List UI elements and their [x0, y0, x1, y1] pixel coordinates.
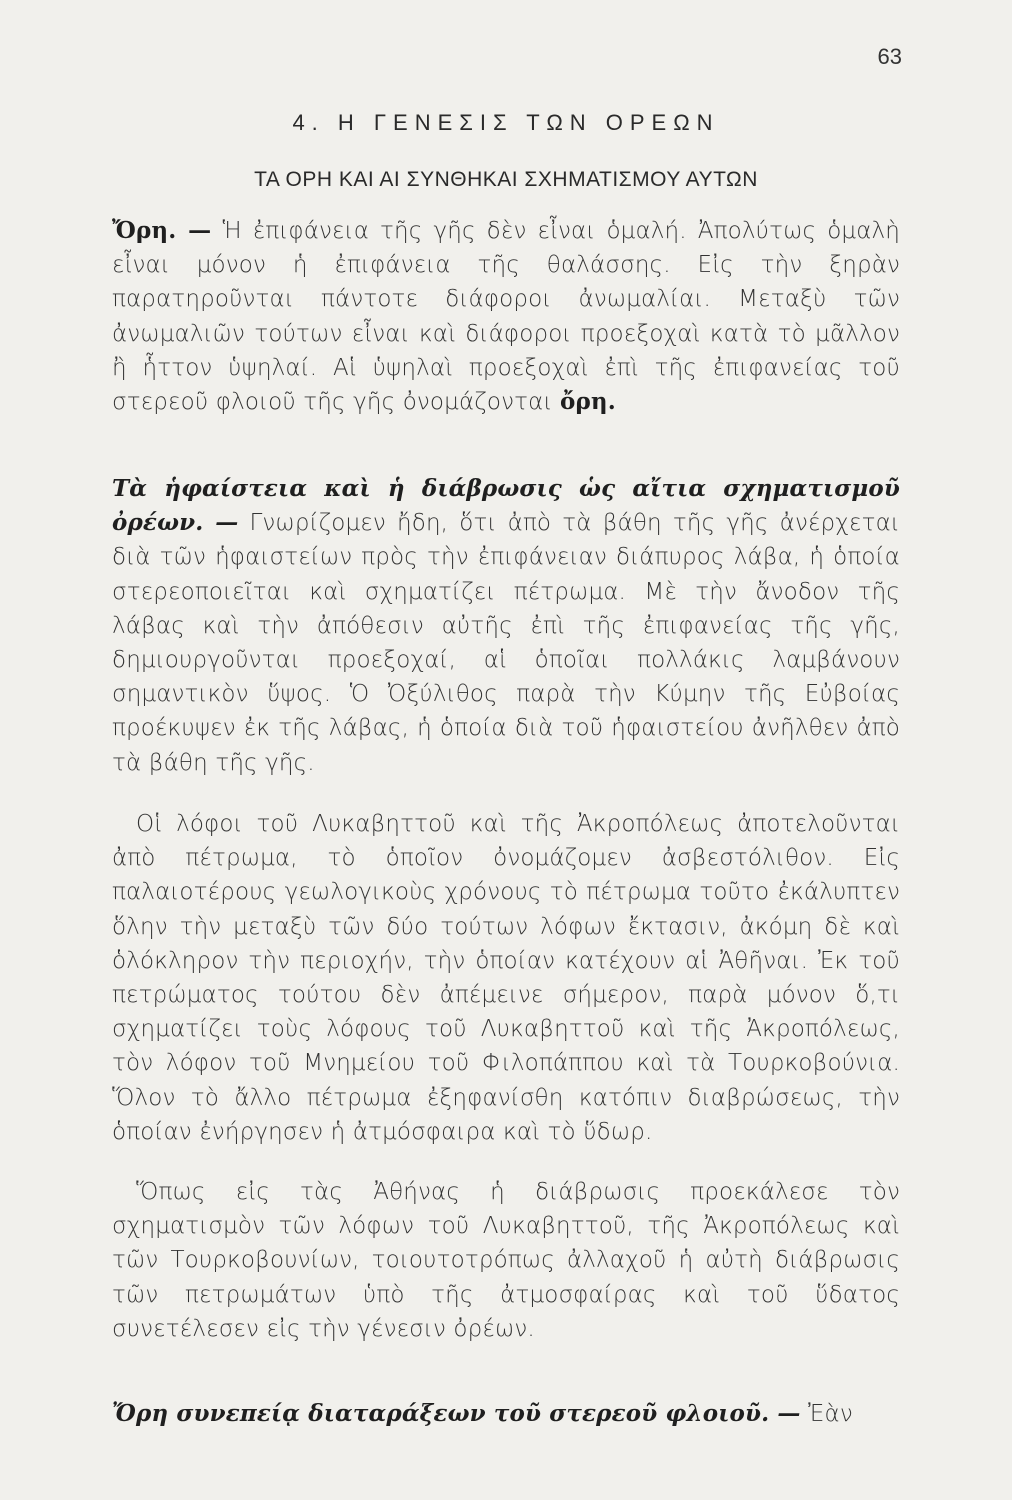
paragraph-text: Ὅπως εἰς τὰς Ἀθήνας ἡ διάβρωσις προεκάλεσε τὸν σχηματισμὸν τῶν λόφων τοῦ Λυκαβηττοῦ, τῆς Ἀκροπόλεως καὶ τῶν Τουρκοβουνίων, τοιουτοτρόπως ἀλλαχοῦ ἡ αὐτὴ διάβρωσις τῶν πετρωμάτων ὑπὸ τῆς ἀτμοσφαίρας καὶ τοῦ ὕδατος συνετέλεσεν εἰς τὴν γένεσιν ὀρέων. [112, 1179, 900, 1342]
paragraph-lead-mountains: Ὄρη. — [112, 217, 212, 244]
paragraph-volcanoes-erosion [112, 472, 900, 780]
page-number: 63 [877, 44, 902, 69]
emphasized-term: ὄρη. [559, 388, 616, 416]
paragraph-crust-disturbances [112, 1397, 900, 1431]
paragraph-mountains [112, 214, 900, 419]
section-subtitle: ΤΑ ΟΡΗ ΚΑΙ ΑΙ ΣΥΝΘΗΚΑΙ ΣΧΗΜΑΤΙΣΜΟΥ ΑΥΤΩΝ [254, 168, 758, 191]
paragraph-text: Ἐὰν [800, 1401, 853, 1427]
paragraph-text: Γνωρίζομεν ἤδη, ὅτι ἀπὸ τὰ βάθη τῆς γῆς ἀνέρχεται διὰ τῶν ἡφαιστείων πρὸς τὴν ἐπιφάνειαν διάπυρος λάβα, ἡ ὁποία στερεοποιεῖται καὶ σχηματίζει πέτρωμα. Μὲ τὴν ἄνοδον τῆς λάβας καὶ τὴν ἀπόθεσιν αὐτῆς ἐπὶ τῆς ἐπιφανείας τῆς γῆς, δημιουργοῦνται προεξοχαί, αἱ ὁποῖαι πολλάκις λαμβάνουν σημαντικὸν ὕψος. Ὁ Ὀξύλιθος παρὰ τὴν Κύμην τῆς Εὐβοίας προέκυψεν ἐκ τῆς λάβας, ἡ ὁποία διὰ τοῦ ἡφαιστείου ἀνῆλθεν ἀπὸ τὰ βάθη τῆς γῆς. [112, 510, 900, 776]
paragraph-lead-crust: Ὄρη συνεπείᾳ διαταράξεων τοῦ στερεοῦ φλοιοῦ. — [112, 1400, 801, 1427]
paragraph-athens-hills [112, 807, 900, 1149]
chapter-title: 4. Η ΓΕΝΕΣΙΣ ΤΩΝ ΟΡΕΩΝ [292, 110, 720, 135]
paragraph-text: Ἡ ἐπιφάνεια τῆς γῆς δὲν εἶναι ὁμαλή. Ἀπολύτως ὁμαλὴ εἶναι μόνον ἡ ἐπιφάνεια τῆς θαλάσσης. Εἰς τὴν ξηρὰν παρατηροῦνται πάντοτε διάφοροι ἀνωμαλίαι. Μεταξὺ τῶν ἀνωμαλιῶν τούτων εἶναι καὶ διάφοροι προεξοχαὶ κατὰ τὸ μᾶλλον ἢ ἧττον ὑψηλαί. Αἱ ὑψηλαὶ προεξοχαὶ ἐπὶ τῆς ἐπιφανείας τοῦ στερεοῦ φλοιοῦ τῆς γῆς ὀνομάζονται [112, 218, 901, 416]
paragraph-lead-volcanoes: Τὰ ἡφαίστεια καὶ ἡ διάβρωσις ὡς αἴτια σχηματισμοῦ ὀρέων. — [112, 475, 900, 537]
paragraph-text: Οἱ λόφοι τοῦ Λυκαβηττοῦ καὶ τῆς Ἀκροπόλεως ἀποτελοῦνται ἀπὸ πέτρωμα, τὸ ὁποῖον ὀνομάζομεν ἀσβεστόλιθον. Εἰς παλαιοτέρους γεωλογικοὺς χρόνους τὸ πέτρωμα τοῦτο ἐκάλυπτεν ὅλην τὴν μεταξὺ τῶν δύο τούτων λόφων ἔκτασιν, ἀκόμη δὲ καὶ ὁλόκληρον τὴν περιοχήν, τὴν ὁποίαν κατέχουν αἱ Ἀθῆναι. Ἐκ τοῦ πετρώματος τούτου δὲν ἀπέμεινε σήμερον, παρὰ μόνον ὅ,τι σχηματίζει τοὺς λόφους τοῦ Λυκαβηττοῦ καὶ τῆς Ἀκροπόλεως, τὸν λόφον τοῦ Μνημείου τοῦ Φιλοπάππου καὶ τὰ Τουρκοβούνια. Ὅλον τὸ ἄλλο πέτρωμα ἐξηφανίσθη κατόπιν διαβρώσεως, τὴν ὁποίαν ἐνήργησεν ἡ ἀτμόσφαιρα καὶ τὸ ὕδωρ. [112, 811, 900, 1145]
paragraph-erosion-elsewhere [112, 1175, 900, 1346]
